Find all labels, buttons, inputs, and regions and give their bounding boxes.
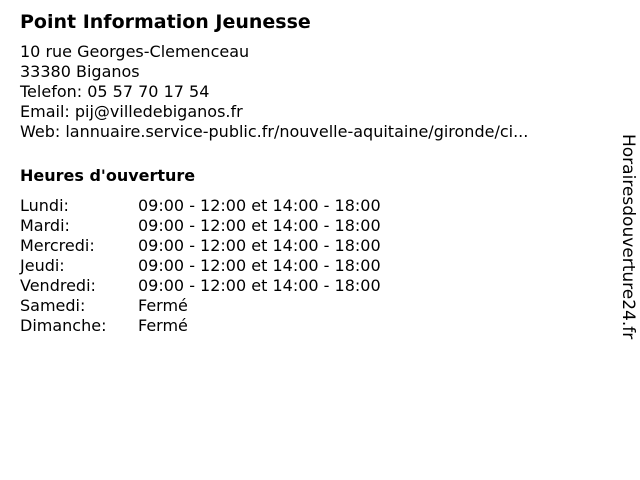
day-label: Mardi: [20, 216, 70, 235]
place-name: Point Information Jeunesse [20, 11, 311, 33]
city-postcode: 33380 Biganos [20, 62, 140, 81]
hours-row-wednesday [20, 236, 381, 256]
phone-link[interactable]: 05 57 70 17 54 [87, 82, 210, 101]
web-label: Web: [20, 122, 66, 141]
email-link[interactable]: pij@villedebiganos.fr [74, 102, 243, 121]
day-hours: Fermé [138, 296, 188, 315]
hours-row-tuesday [20, 216, 381, 236]
day-hours: 09:00 - 12:00 et 14:00 - 18:00 [138, 236, 381, 255]
day-hours: 09:00 - 12:00 et 14:00 - 18:00 [138, 256, 381, 275]
hours-row-saturday [20, 296, 381, 316]
phone-label: Telefon: [20, 82, 88, 101]
street-address: 10 rue Georges-Clemenceau [20, 42, 250, 61]
email-line [20, 102, 590, 122]
day-label: Samedi: [20, 296, 86, 315]
day-hours: 09:00 - 12:00 et 14:00 - 18:00 [138, 276, 381, 295]
hours-row-friday [20, 276, 381, 296]
day-label: Dimanche: [20, 316, 107, 335]
day-label: Mercredi: [20, 236, 95, 255]
email-label: Email: [20, 102, 75, 121]
web-line [20, 122, 590, 142]
day-label: Vendredi: [20, 276, 96, 295]
day-hours: 09:00 - 12:00 et 14:00 - 18:00 [138, 196, 381, 215]
opening-hours-heading: Heures d'ouverture [20, 166, 196, 185]
hours-row-thursday [20, 256, 381, 276]
day-label: Jeudi: [20, 256, 65, 275]
hours-row-sunday [20, 316, 381, 336]
hours-row-monday [20, 196, 381, 216]
day-hours: 09:00 - 12:00 et 14:00 - 18:00 [138, 216, 381, 235]
day-hours: Fermé [138, 316, 188, 335]
site-watermark: Horairesdouverture24.fr [618, 134, 638, 340]
place-card [20, 10, 590, 336]
web-link[interactable]: lannuaire.service-public.fr/nouvelle-aquitaine/gironde/ci... [65, 122, 529, 141]
opening-hours-table [20, 196, 381, 336]
day-label: Lundi: [20, 196, 69, 215]
phone-line [20, 82, 590, 102]
